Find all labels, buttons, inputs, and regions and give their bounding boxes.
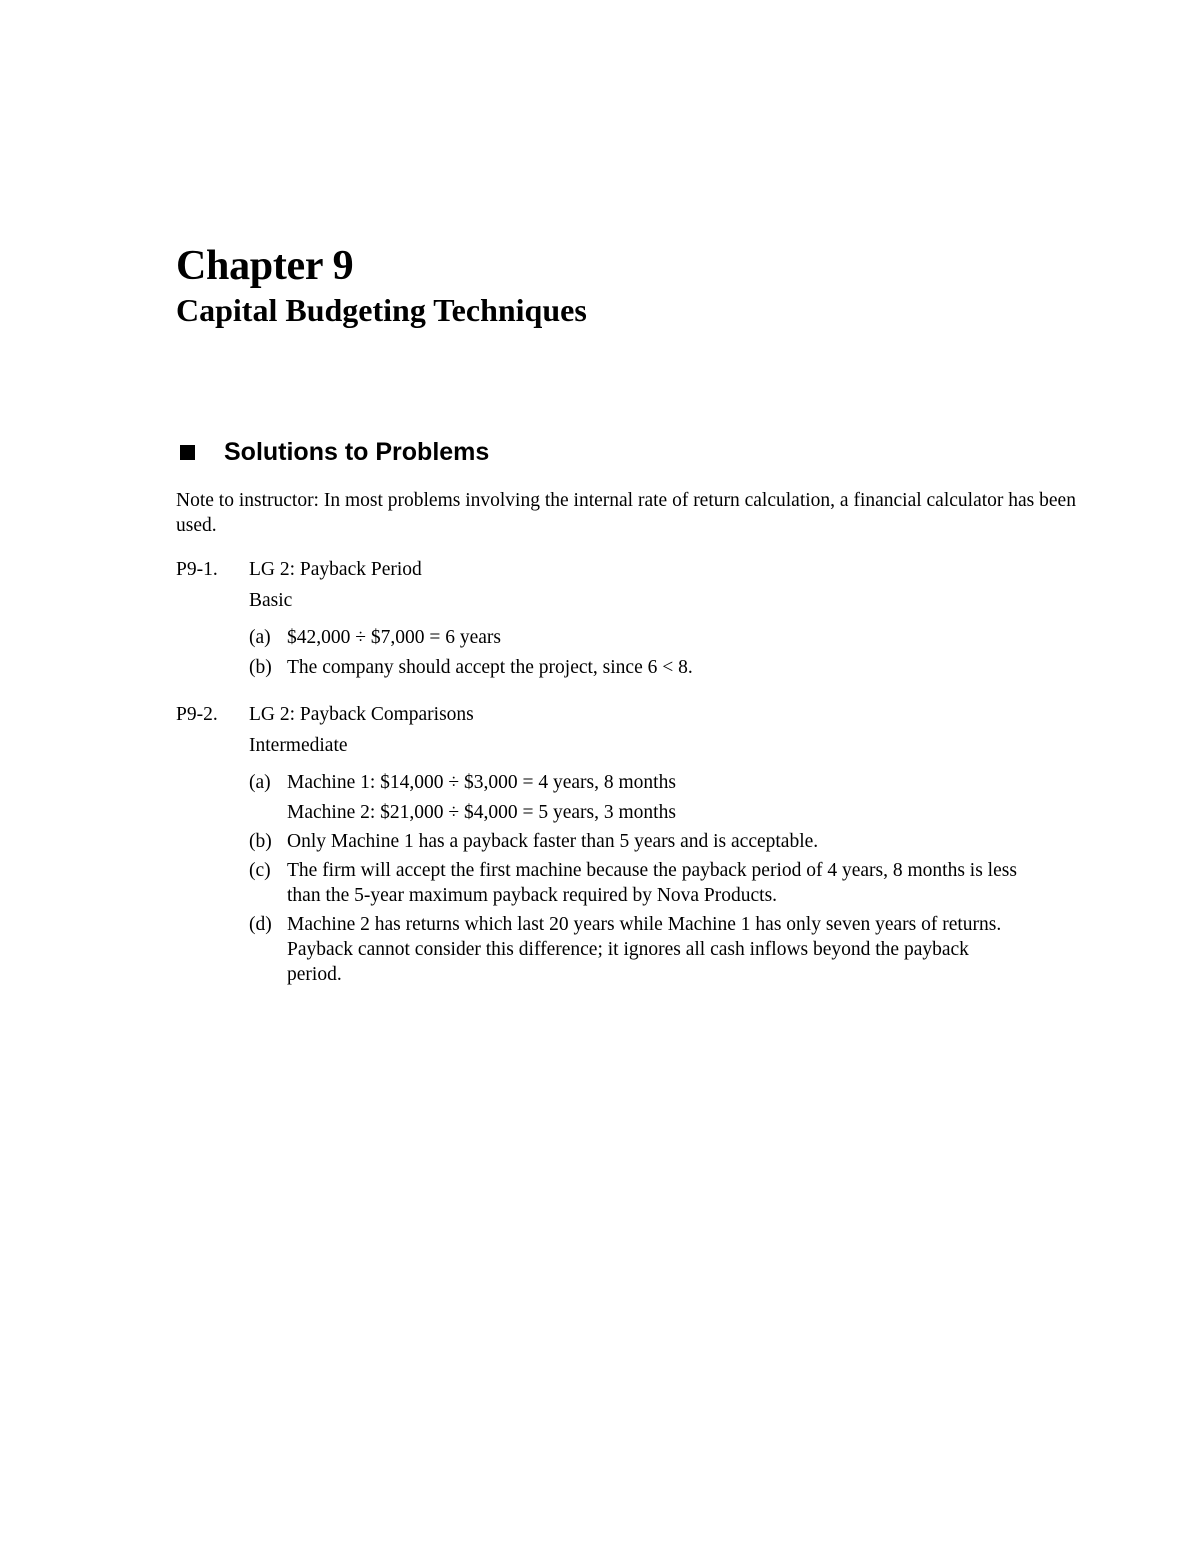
answer-p9-1-a [249,625,1109,650]
answer-line: Machine 1: $14,000 ÷ $3,000 = 4 years, 8 months [287,772,676,793]
answer-line: Only Machine 1 has a payback faster than 5 years and is acceptable. [287,831,819,852]
answer-p9-2-d [249,912,1109,987]
answer-text [287,912,1109,987]
problem-title-p9-2: LG 2: Payback Comparisons [249,704,474,725]
answer-label: (b) [249,657,272,678]
answer-text [287,858,1109,908]
chapter-title: Chapter 9 [176,243,354,289]
problem-number-p9-2: P9-2. [176,704,218,725]
instructor-note: Note to instructor: In most problems involving the internal rate of return calculation, a financial calculator has been used. [176,490,1076,536]
chapter-subtitle: Capital Budgeting Techniques [176,292,587,328]
answer-p9-2-b [249,829,1109,854]
answer-label: (b) [249,831,272,852]
answer-line: period. [287,964,342,985]
problem-number-p9-1: P9-1. [176,559,218,580]
section-heading-text: Solutions to Problems [224,438,490,466]
answer-line: The company should accept the project, since 6 < 8. [287,657,693,678]
answer-label: (a) [249,627,271,648]
answer-text [287,655,1109,680]
answer-label: (c) [249,860,271,881]
answer-line: than the 5-year maximum payback required by Nova Products. [287,885,778,906]
answer-line: Machine 2: $21,000 ÷ $4,000 = 5 years, 3 months [287,802,676,823]
answer-p9-1-b [249,655,1109,680]
answer-text [287,625,1109,650]
answer-label: (a) [249,772,271,793]
square-bullet-icon [180,445,195,460]
answer-text [287,770,1109,825]
answer-line: Machine 2 has returns which last 20 years while Machine 1 has only seven years of returns. [287,914,1002,935]
answer-text [287,829,1109,854]
problem-title-p9-1: LG 2: Payback Period [249,559,422,580]
answer-line: $42,000 ÷ $7,000 = 6 years [287,627,501,648]
answer-line: The firm will accept the first machine because the payback period of 4 years, 8 months is less [287,860,1017,881]
answer-p9-2-a [249,770,1109,825]
section-heading [176,434,489,470]
answer-line: Payback cannot consider this difference; it ignores all cash inflows beyond the payback [287,939,969,960]
answer-label: (d) [249,914,272,935]
problem-level-p9-2: Intermediate [249,735,348,756]
problem-level-p9-1: Basic [249,590,293,611]
answer-p9-2-c [249,858,1109,908]
